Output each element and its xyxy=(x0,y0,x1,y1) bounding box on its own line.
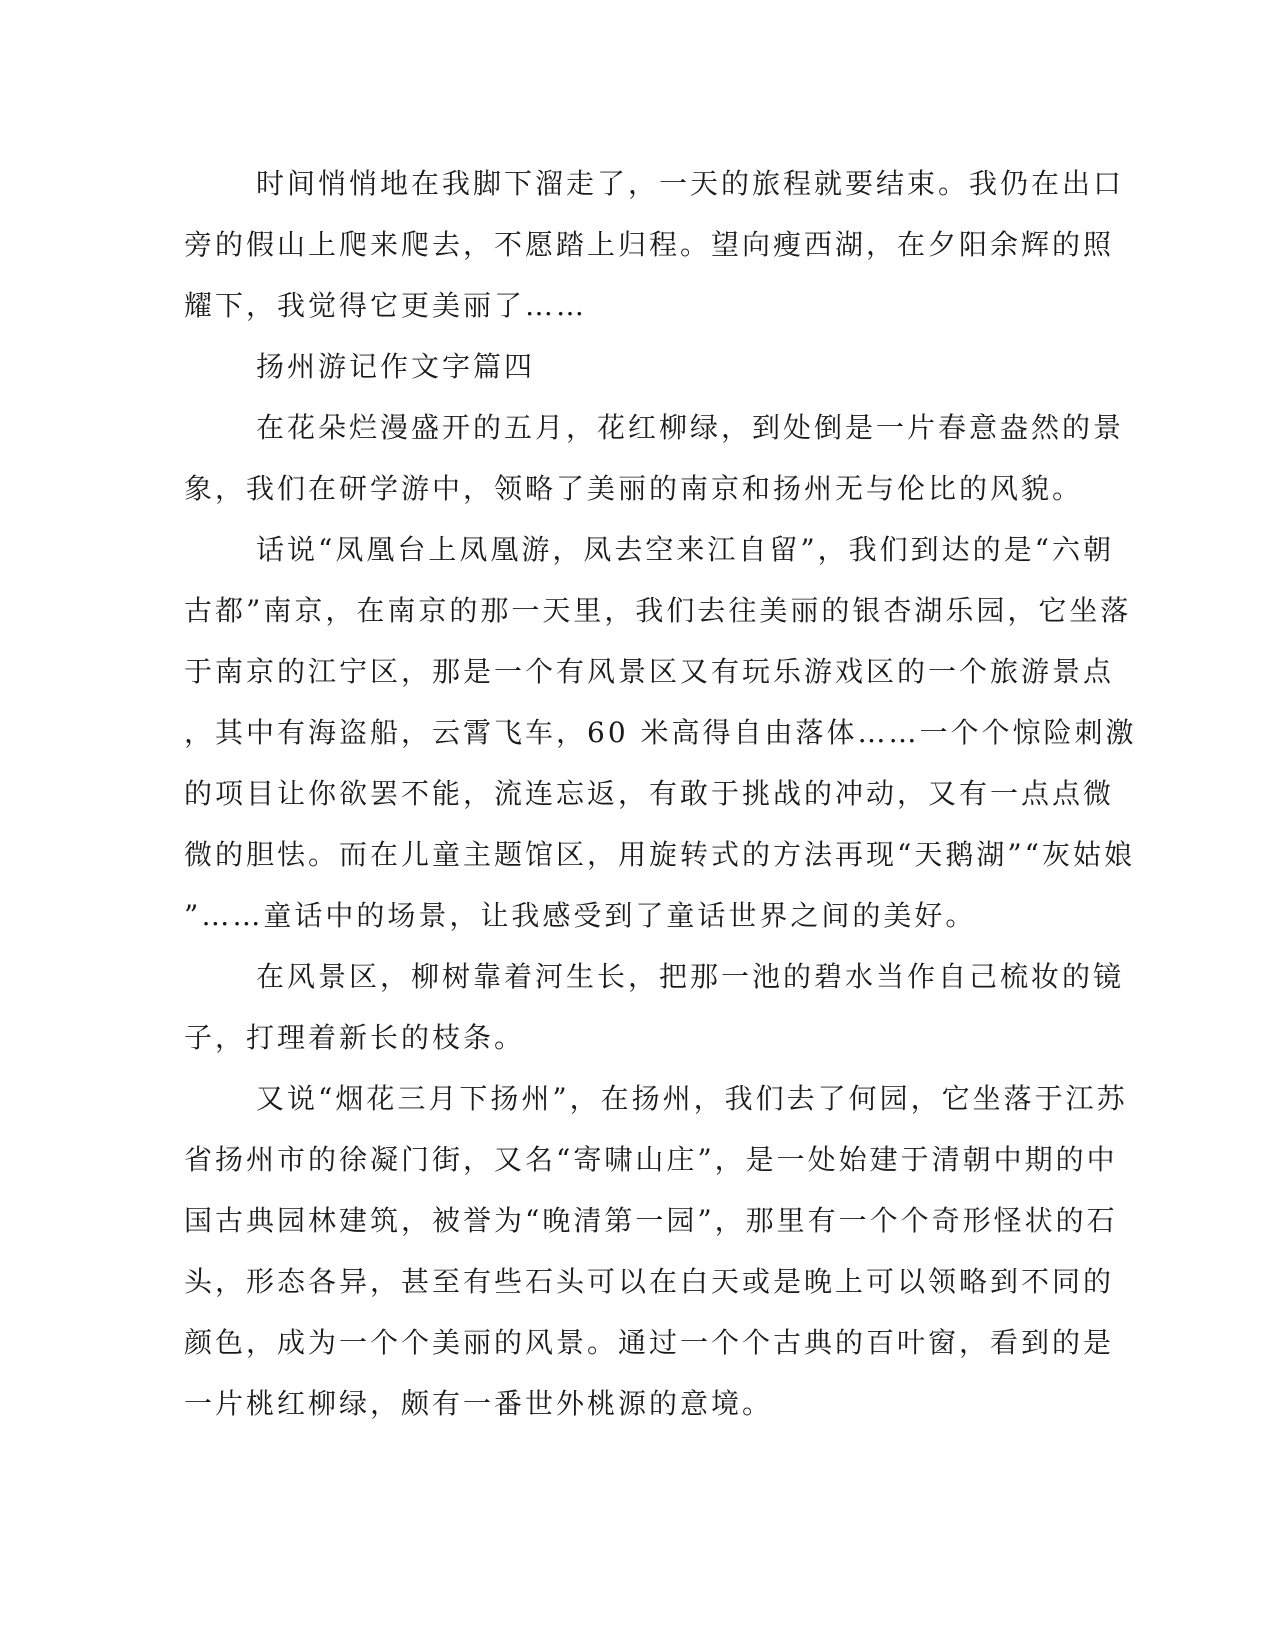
section-heading: 扬州游记作文字篇四 xyxy=(256,350,536,383)
text-line: 耀下，我觉得它更美丽了…… xyxy=(184,289,588,322)
text-line: 于南京的江宁区，那是一个有风景区又有玩乐游戏区的一个旅游景点 xyxy=(184,655,1115,688)
text-line: ”……童话中的场景，让我感受到了童话世界之间的美好。 xyxy=(184,899,977,932)
text-line: 话说“凤凰台上凤凰游，凤去空来江自留”，我们到达的是“六朝 xyxy=(256,533,1114,566)
text-line: 一片桃红柳绿，颇有一番世外桃源的意境。 xyxy=(184,1387,774,1420)
text-line: 在花朵烂漫盛开的五月，花红柳绿，到处倒是一片春意盎然的景 xyxy=(256,411,1125,444)
text-line: 又说“烟花三月下扬州”，在扬州，我们去了何园，它坐落于江苏 xyxy=(256,1082,1128,1115)
text-line: 国古典园林建筑，被誉为“晚清第一园”，那里有一个个奇形怪状的石 xyxy=(184,1204,1118,1237)
text-line: 子，打理着新长的枝条。 xyxy=(184,1021,526,1054)
text-line: 的项目让你欲罢不能，流连忘返，有敢于挑战的冲动，又有一点点微 xyxy=(184,777,1115,810)
document-body xyxy=(184,153,1137,1434)
text-line: 旁的假山上爬来爬去，不愿踏上归程。望向瘦西湖，在夕阳余辉的照 xyxy=(184,228,1115,261)
text-line: 时间悄悄地在我脚下溜走了，一天的旅程就要结束。我仍在出口 xyxy=(256,167,1125,200)
text-line: 颜色，成为一个个美丽的风景。通过一个个古典的百叶窗，看到的是 xyxy=(184,1326,1115,1359)
text-line: ，其中有海盗船，云霄飞车，60 米高得自由落体……一个个惊险刺激 xyxy=(184,716,1137,749)
text-line: 古都”南京，在南京的那一天里，我们去往美丽的银杏湖乐园，它坐落 xyxy=(184,594,1132,627)
text-line: 微的胆怯。而在儿童主题馆区，用旋转式的方法再现“天鹅湖”“灰姑娘 xyxy=(184,838,1135,871)
text-line: 在风景区，柳树靠着河生长，把那一池的碧水当作自己梳妆的镜 xyxy=(256,960,1125,993)
text-line: 省扬州市的徐凝门街，又名“寄啸山庄”，是一处始建于清朝中期的中 xyxy=(184,1143,1118,1176)
text-line: 象，我们在研学游中，领略了美丽的南京和扬州无与伦比的风貌。 xyxy=(184,472,1084,505)
text-line: 头，形态各异，甚至有些石头可以在白天或是晚上可以领略到不同的 xyxy=(184,1265,1115,1298)
